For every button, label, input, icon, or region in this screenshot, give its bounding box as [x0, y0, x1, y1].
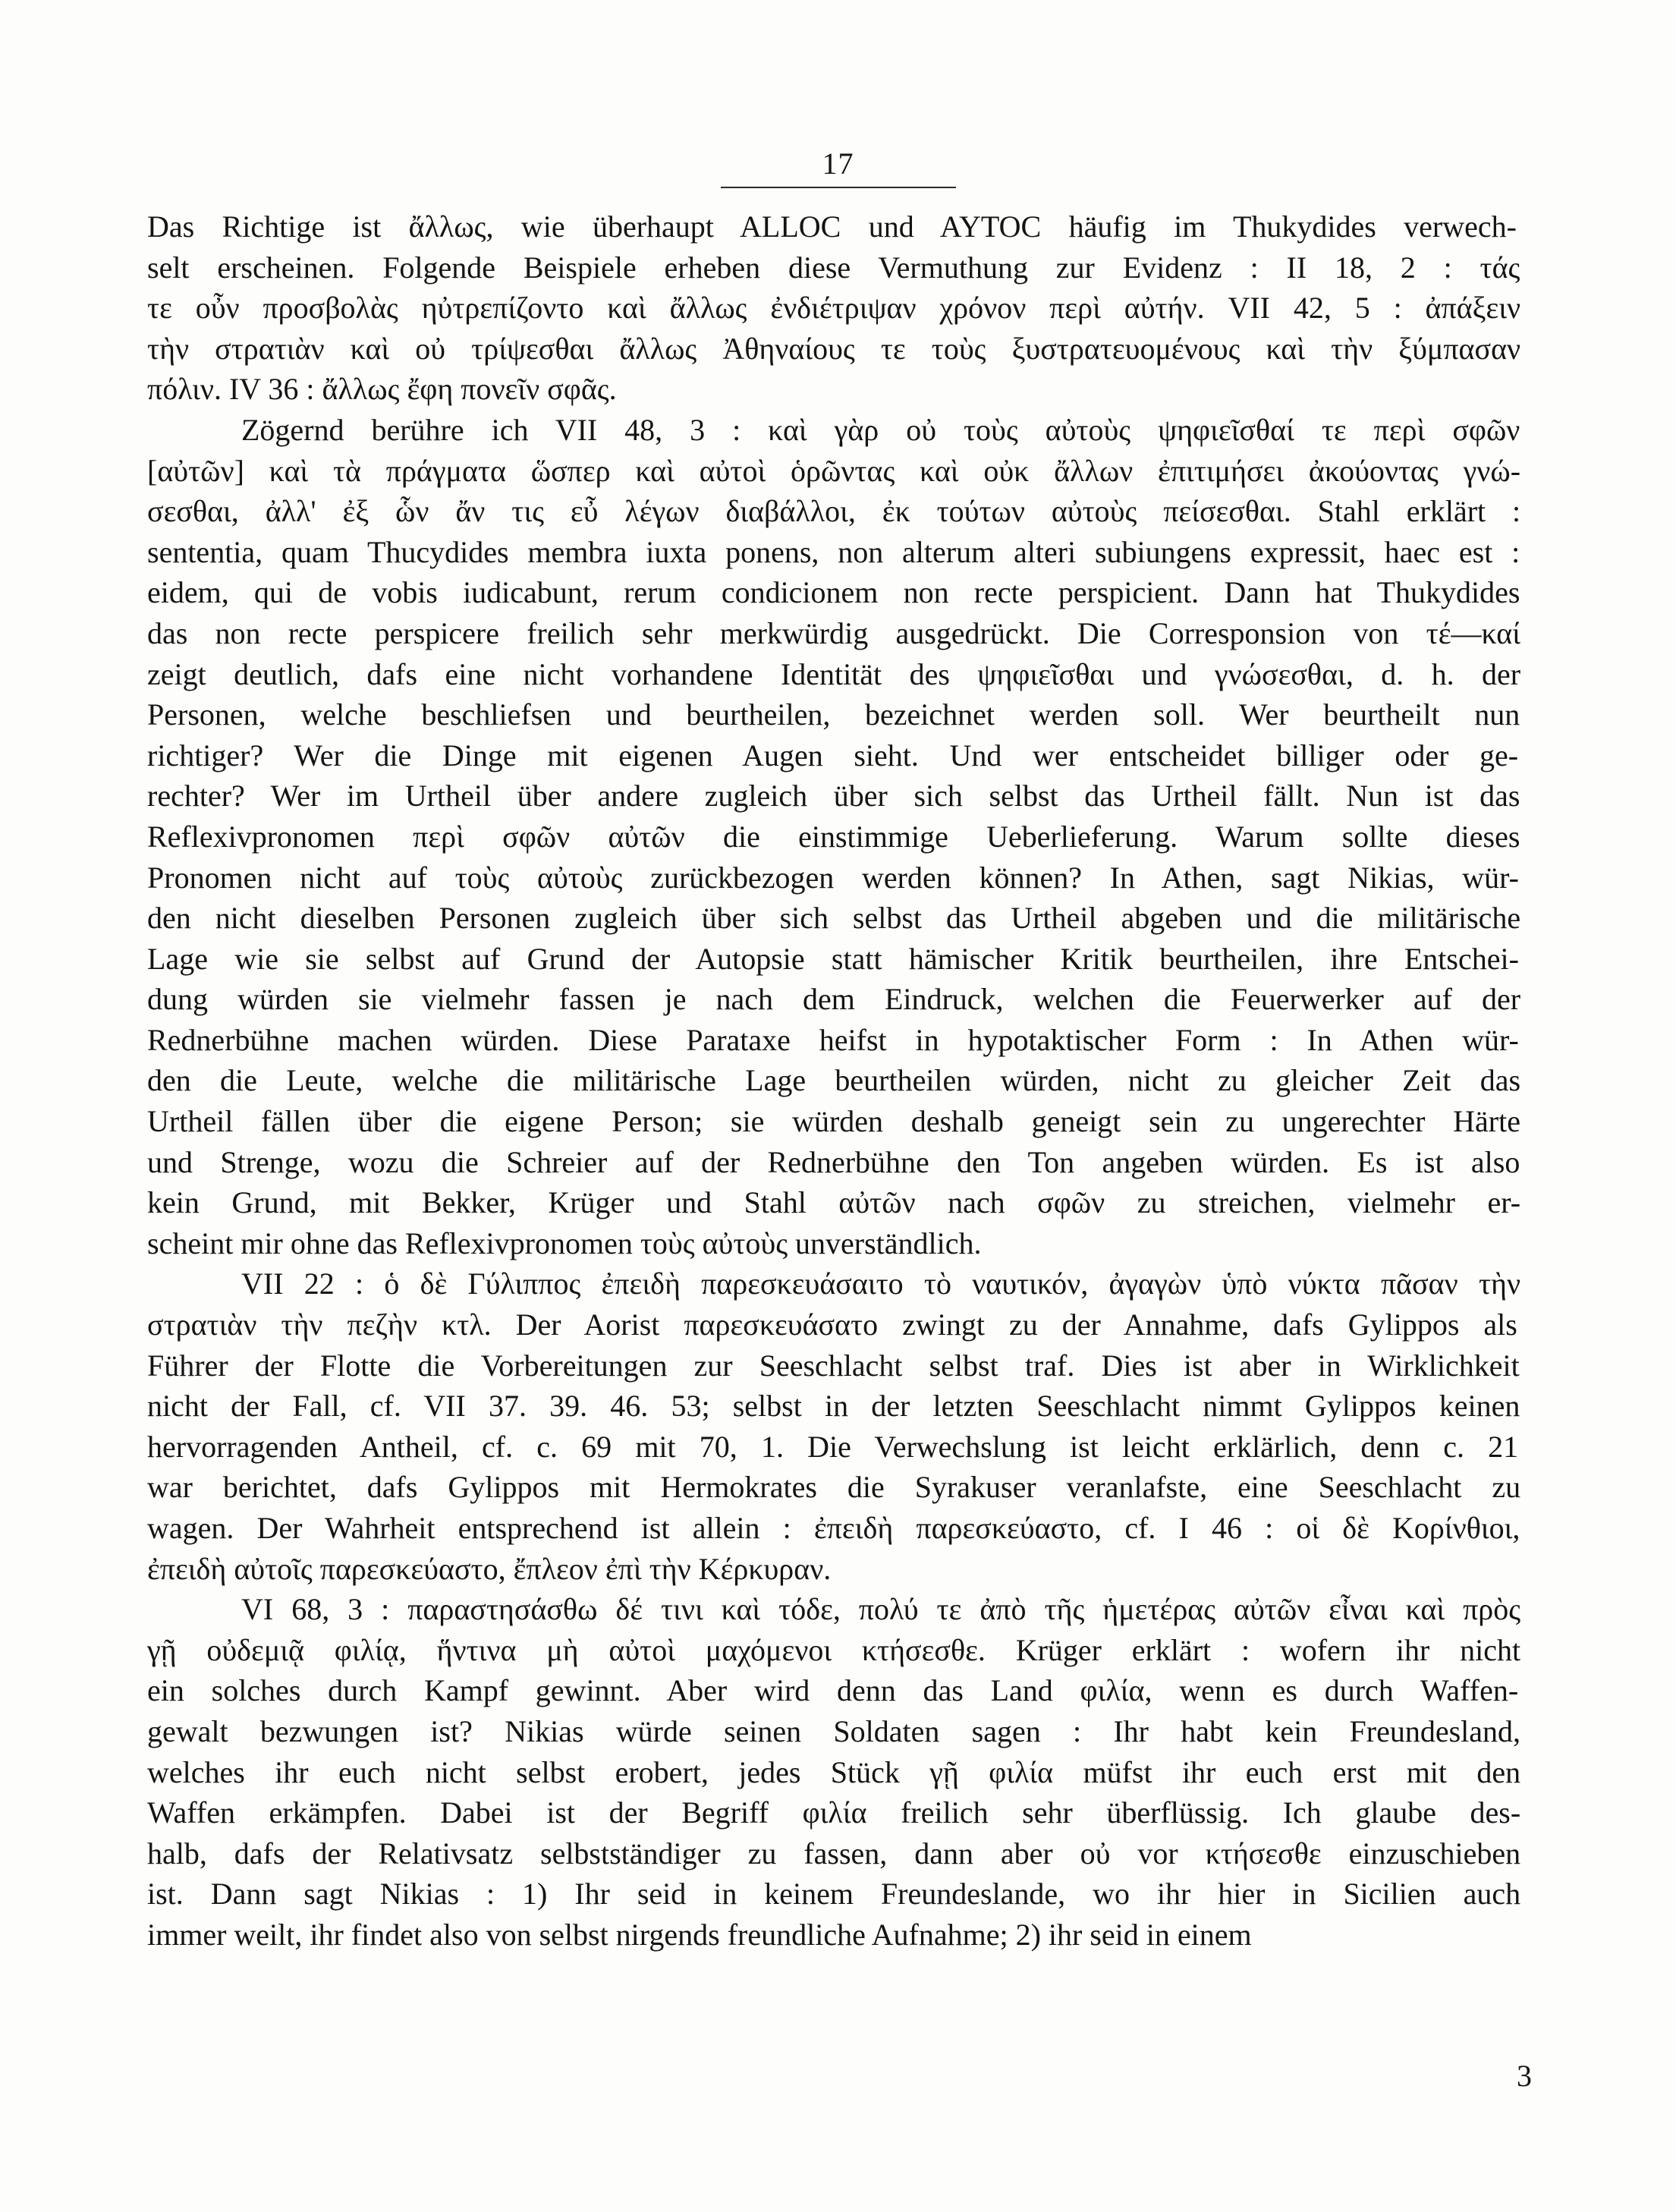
text-line: zeigt deutlich, dafs eine nicht vorhandene Identität des ψηφιεῖσθαι und γνώσεσθαι, d. h. der: [147, 656, 1521, 691]
text-line: στρατιὰν τὴν πεζὴν κτλ. Der Aorist παρεσκευάσατο zwingt zu der Annahme, dafs Gylippos als: [147, 1307, 1517, 1342]
text-line: richtiger? Wer die Dinge mit eigenen Augen sieht. Und wer entscheidet billiger oder ge-: [147, 738, 1519, 772]
text-line: und Strenge, wozu die Schreier auf der Rednerbühne den Ton angeben würden. Es ist also: [147, 1144, 1520, 1179]
text-line: ἐπειδὴ αὐτοῖς παρεσκεύαστο, ἔπλεον ἐπὶ τὴν Κέρκυραν.: [147, 1551, 832, 1586]
text-line: scheint mir ohne das Reflexivpronomen τοὺς αὐτοὺς unverständlich.: [147, 1226, 982, 1260]
text-line: Reflexivpronomen περὶ σφῶν αὐτῶν die einstimmige Ueberlieferung. Warum sollte dieses: [147, 819, 1520, 854]
text-line: ist. Dann sagt Nikias : 1) Ihr seid in keinem Freundeslande, wo ihr hier in Sicilien auch: [147, 1877, 1521, 1912]
text-line: [αὐτῶν] καὶ τὰ πράγματα ὥσπερ καὶ αὐτοὶ ὁρῶντας καὶ οὐκ ἄλλων ἐπιτιμήσει ἀκούοντας γνώ-: [147, 453, 1521, 488]
text-line: wagen. Der Wahrheit entsprechend ist allein : ἐπειδὴ παρεσκεύαστο, cf. I 46 : οἱ δὲ Κορίνθιοι,: [147, 1511, 1520, 1545]
text-line: VII 22 : ὁ δὲ Γύλιππος ἐπειδὴ παρεσκευάσαιτο τὸ ναυτικόν, ἀγαγὼν ὑπὸ νύκτα πᾶσαν τὴν: [241, 1266, 1521, 1301]
text-line: Waffen erkämpfen. Dabei ist der Begriff φιλία freilich sehr überflüssig. Ich glaube des-: [147, 1795, 1521, 1830]
text-line: den nicht dieselben Personen zugleich über sich selbst das Urtheil abgeben und die militärische: [147, 901, 1521, 936]
text-line: Zögernd berühre ich VII 48, 3 : καὶ γὰρ οὐ τοὺς αὐτοὺς ψηφιεῖσθαί τε περὶ σφῶν: [241, 412, 1520, 447]
text-line: VI 68, 3 : παραστησάσθω δέ τινι καὶ τόδε, πολύ τε ἀπὸ τῆς ἡμετέρας αὐτῶν εἶναι καὶ πρὸς: [241, 1592, 1521, 1627]
body-text: [147, 206, 1520, 1956]
text-line: dung würden sie vielmehr fassen je nach dem Eindruck, welchen die Feuerwerker auf der: [147, 982, 1521, 1017]
text-line: τε οὖν προσβολὰς ηὐτρεπίζοντο καὶ ἄλλως ἐνδιέτριψαν χρόνον περὶ αὐτήν. VII 42, 5 : ἀπάξειν: [147, 291, 1521, 326]
text-line: gewalt bezwungen ist? Nikias würde seinen Soldaten sagen : Ihr habt kein Freundesland,: [147, 1713, 1521, 1748]
text-line: welches ihr euch nicht selbst erobert, jedes Stück γῇ φιλία müfst ihr euch erst mit den: [147, 1754, 1521, 1789]
header-rule: [721, 187, 956, 188]
text-line: kein Grund, mit Bekker, Krüger und Stahl αὐτῶν nach σφῶν zu streichen, vielmehr er-: [147, 1185, 1521, 1220]
text-line: immer weilt, ihr findet also von selbst nirgends freundliche Aufnahme; 2) ihr seid in einem: [147, 1917, 1252, 1952]
page-number: 17: [822, 146, 854, 181]
text-line: sententia, quam Thucydides membra iuxta ponens, non alterum alteri subiungens expressit, haec est :: [147, 534, 1520, 569]
text-line: Rednerbühne machen würden. Diese Parataxe heifst in hypotaktischer Form : In Athen wür-: [147, 1022, 1519, 1057]
text-line: Das Richtige ist ἄλλως, wie überhaupt ALLOC und AYTOC häufig im Thukydides verwech-: [147, 209, 1517, 244]
text-line: πόλιν. IV 36 : ἄλλως ἔφη πονεῖν σφᾶς.: [147, 372, 617, 407]
text-line: γῇ οὐδεμιᾷ φιλίᾳ, ἥντινα μὴ αὐτοὶ μαχόμενοι κτήσεσθε. Krüger erklärt : wofern ihr nicht: [147, 1632, 1521, 1667]
text-line: halb, dafs der Relativsatz selbstständiger zu fassen, dann aber οὐ vor κτήσεσθε einzuschieben: [147, 1836, 1521, 1871]
text-line: hervorragenden Antheil, cf. c. 69 mit 70, 1. Die Verwechslung ist leicht erklärlich, denn c. 21: [147, 1429, 1519, 1464]
text-line: τὴν στρατιὰν καὶ οὐ τρίψεσθαι ἄλλως Ἀθηναίους τε τοὺς ξυστρατευομένους καὶ τὴν ξύμπασαν: [147, 331, 1521, 366]
text-line: Urtheil fällen über die eigene Person; sie würden deshalb geneigt sein zu ungerechter Härte: [147, 1104, 1520, 1139]
text-line: den die Leute, welche die militärische Lage beurtheilen würden, nicht zu gleicher Zeit das: [147, 1063, 1521, 1098]
text-line: Pronomen nicht auf τοὺς αὐτοὺς zurückbezogen werden können? In Athen, sagt Nikias, wür-: [147, 860, 1519, 895]
text-line: Führer der Flotte die Vorbereitungen zur Seeschlacht selbst traf. Dies ist aber in Wirklichkeit: [147, 1348, 1520, 1383]
text-line: σεσθαι, ἀλλ' ἐξ ὧν ἄν τις εὖ λέγων διαβάλλοι, ἐκ τούτων αὐτοὺς πείσεσθαι. Stahl erklärt :: [147, 494, 1521, 529]
text-line: rechter? Wer im Urtheil über andere zugleich über sich selbst das Urtheil fällt. Nun ist das: [147, 779, 1520, 813]
text-line: selt erscheinen. Folgende Beispiele erheben diese Vermuthung zur Evidenz : II 18, 2 : τάς: [147, 250, 1520, 285]
text-line: Personen, welche beschliefsen und beurtheilen, bezeichnet werden soll. Wer beurtheilt nun: [147, 697, 1520, 732]
signature-mark: 3: [1517, 2059, 1532, 2093]
text-line: ein solches durch Kampf gewinnt. Aber wird denn das Land φιλία, wenn es durch Waffen-: [147, 1673, 1519, 1708]
text-line: nicht der Fall, cf. VII 37. 39. 46. 53; selbst in der letzten Seeschlacht nimmt Gylippos keinen: [147, 1389, 1520, 1424]
text-line: das non recte perspicere freilich sehr merkwürdig ausgedrückt. Die Corresponsion von τέ—καί: [147, 615, 1521, 650]
text-line: Lage wie sie selbst auf Grund der Autopsie statt hämischer Kritik beurtheilen, ihre Entschei-: [147, 941, 1519, 976]
text-line: war berichtet, dafs Gylippos mit Hermokrates die Syrakuser veranlafste, eine Seeschlacht zu: [147, 1470, 1521, 1505]
text-line: eidem, qui de vobis iudicabunt, rerum condicionem non recte perspicient. Dann hat Thukydides: [147, 575, 1520, 610]
